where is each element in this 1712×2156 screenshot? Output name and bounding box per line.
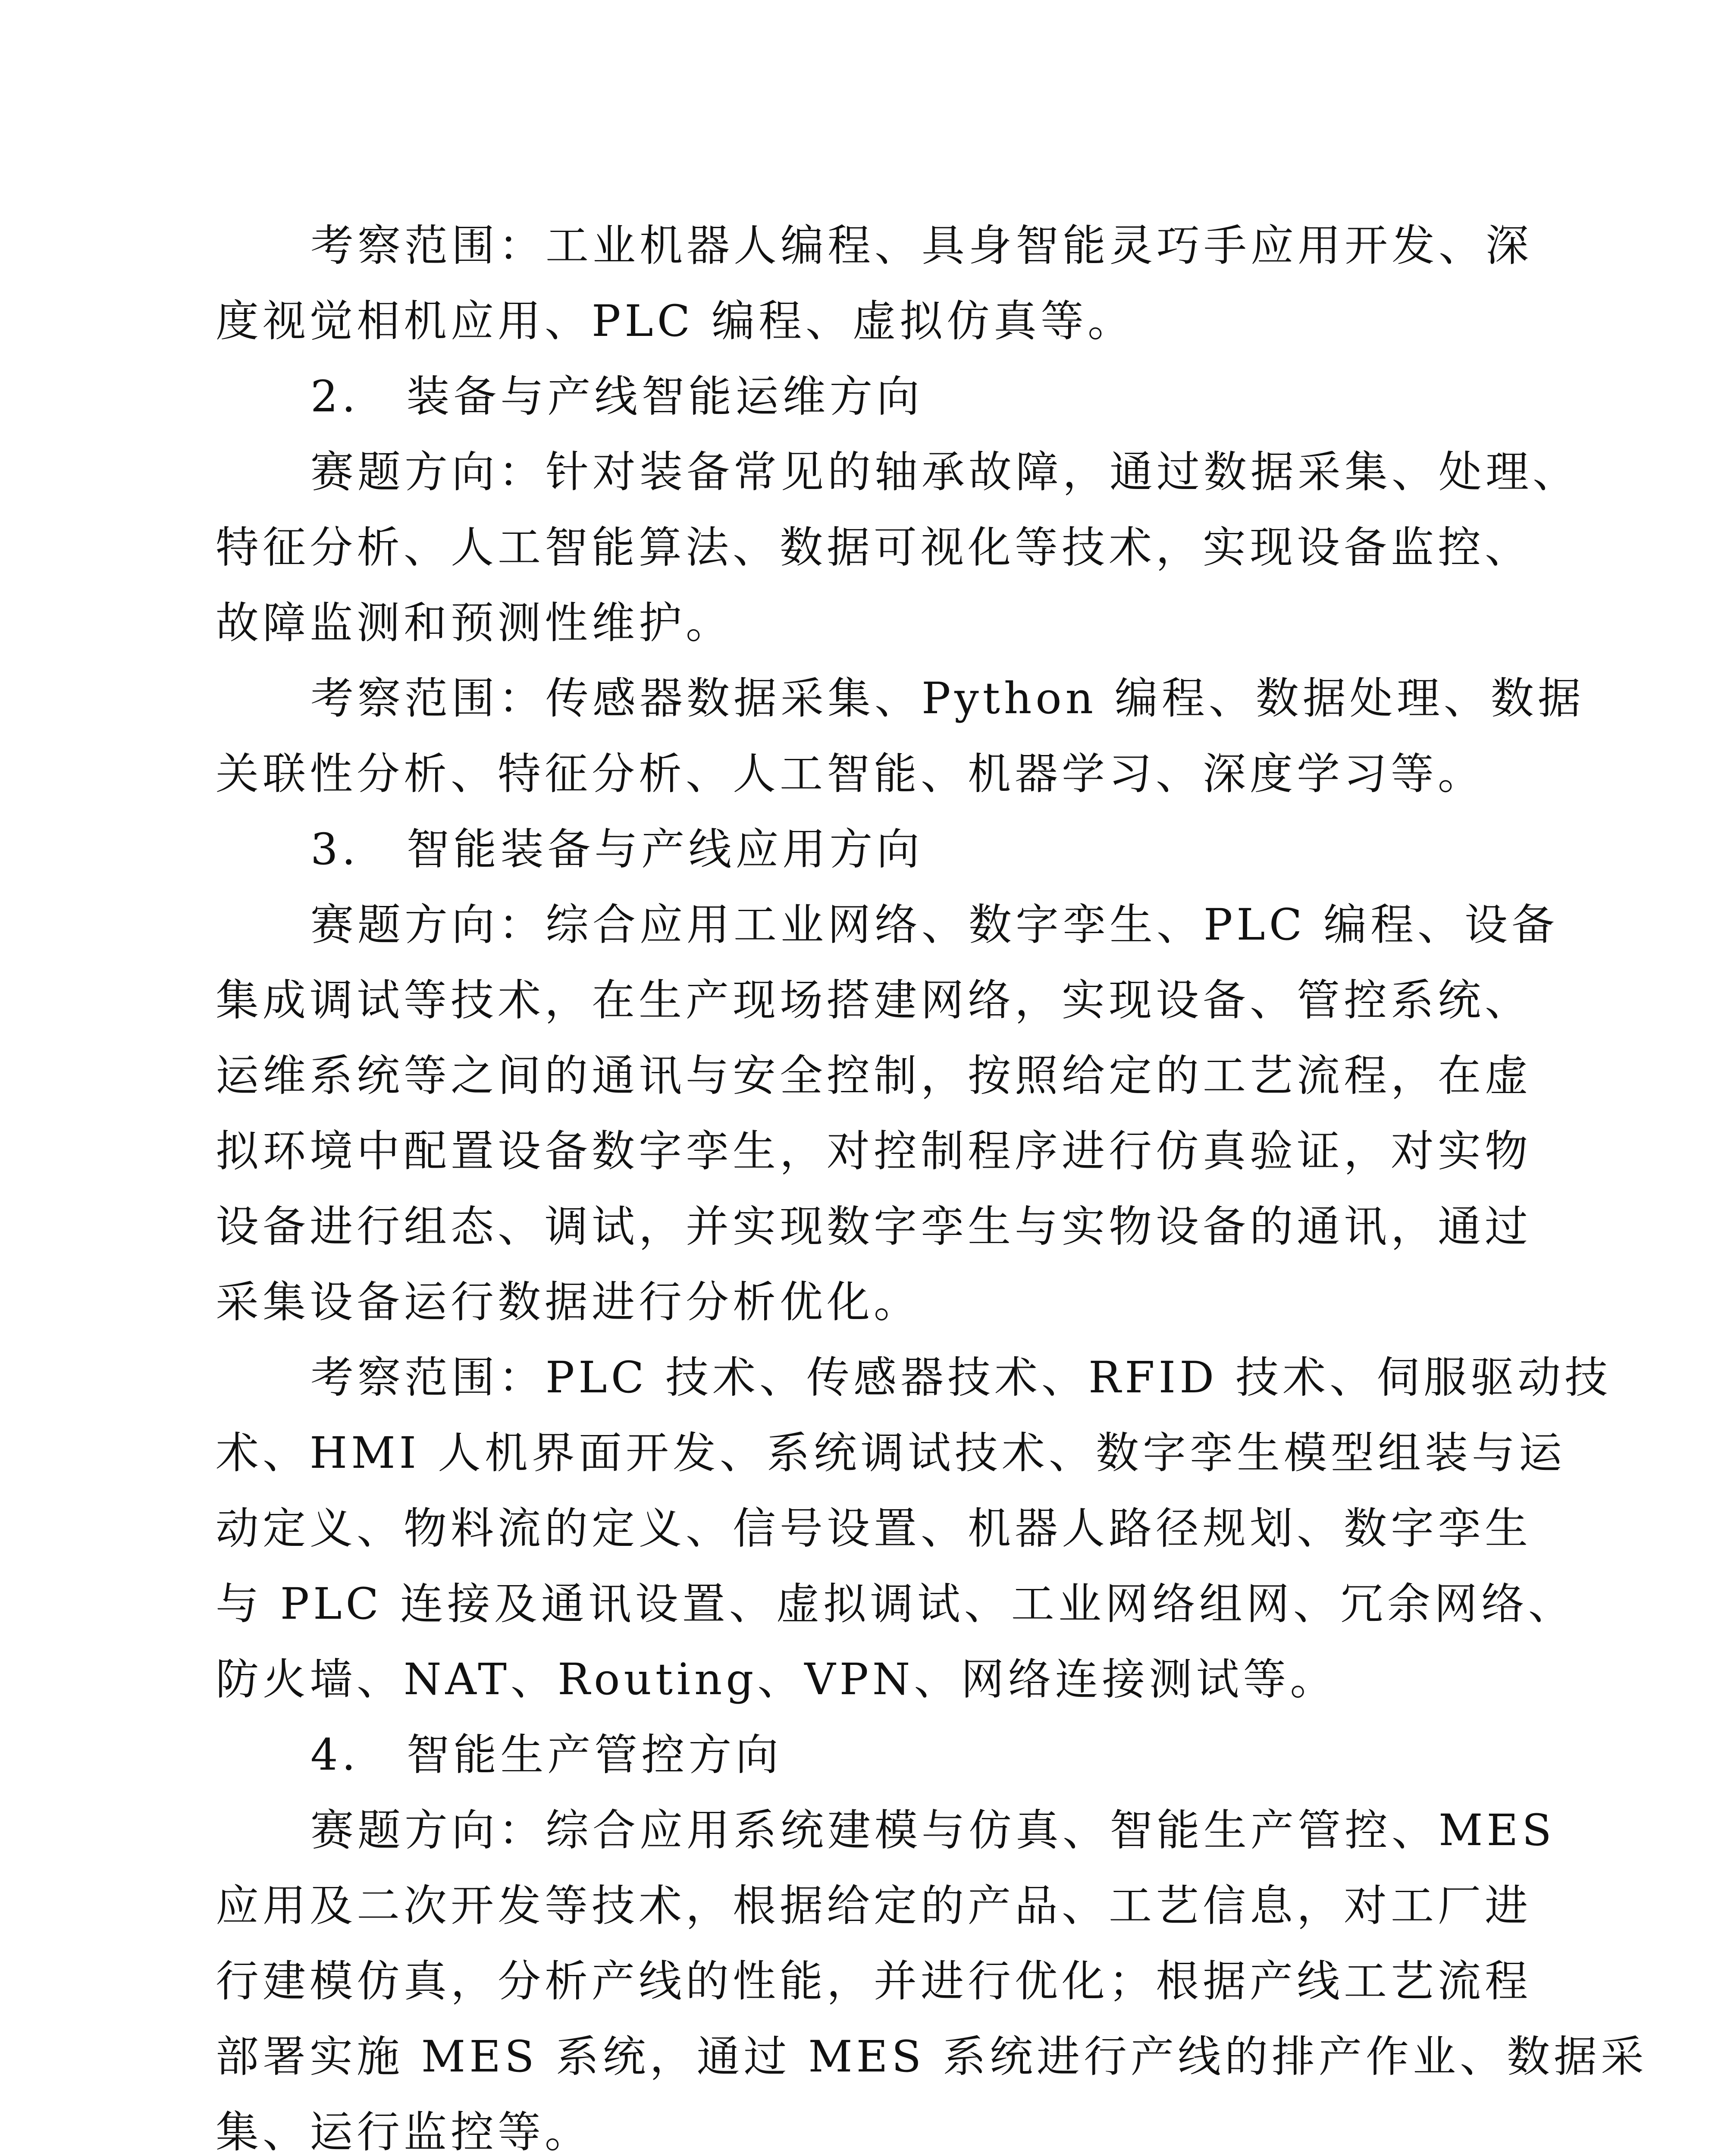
text-line: 部署实施 MES 系统，通过 MES 系统进行产线的排产作业、数据采 bbox=[216, 2031, 1648, 2082]
section-heading: 4. 智能生产管控方向 bbox=[310, 1730, 783, 1780]
text-line: 集成调试等技术，在生产现场搭建网络，实现设备、管控系统、 bbox=[216, 975, 1532, 1025]
text-line: 赛题方向：综合应用工业网络、数字孪生、PLC 编程、设备 bbox=[310, 899, 1558, 950]
text-line: 考察范围：PLC 技术、传感器技术、RFID 技术、伺服驱动技 bbox=[310, 1352, 1612, 1403]
text-line: 术、HMI 人机界面开发、系统调试技术、数字孪生模型组装与运 bbox=[216, 1428, 1566, 1478]
text-line: 赛题方向：综合应用系统建模与仿真、智能生产管控、MES bbox=[310, 1805, 1555, 1855]
section-heading: 3. 智能装备与产线应用方向 bbox=[310, 824, 924, 874]
text-line: 拟环境中配置设备数字孪生，对控制程序进行仿真验证，对实物 bbox=[216, 1126, 1532, 1176]
text-line: 关联性分析、特征分析、人工智能、机器学习、深度学习等。 bbox=[216, 749, 1485, 799]
text-line: 特征分析、人工智能算法、数据可视化等技术，实现设备监控、 bbox=[216, 522, 1532, 573]
text-line: 集、运行监控等。 bbox=[216, 2107, 592, 2156]
text-line: 运维系统等之间的通讯与安全控制，按照给定的工艺流程，在虚 bbox=[216, 1050, 1532, 1101]
text-line: 度视觉相机应用、PLC 编程、虚拟仿真等。 bbox=[216, 296, 1135, 346]
text-line: 行建模仿真，分析产线的性能，并进行优化；根据产线工艺流程 bbox=[216, 1956, 1532, 2006]
text-line: 采集设备运行数据进行分析优化。 bbox=[216, 1277, 921, 1327]
text-line: 防火墙、NAT、Routing、VPN、网络连接测试等。 bbox=[216, 1654, 1337, 1705]
text-line: 应用及二次开发等技术，根据给定的产品、工艺信息，对工厂进 bbox=[216, 1880, 1532, 1931]
text-line: 考察范围：传感器数据采集、Python 编程、数据处理、数据 bbox=[310, 673, 1585, 724]
text-line: 与 PLC 连接及通讯设置、虚拟调试、工业网络组网、冗余网络、 bbox=[216, 1579, 1575, 1629]
section-heading: 2. 装备与产线智能运维方向 bbox=[310, 371, 924, 422]
text-line: 考察范围：工业机器人编程、具身智能灵巧手应用开发、深 bbox=[310, 220, 1533, 271]
text-line: 动定义、物料流的定义、信号设置、机器人路径规划、数字孪生 bbox=[216, 1503, 1532, 1554]
text-line: 赛题方向：针对装备常见的轴承故障，通过数据采集、处理、 bbox=[310, 447, 1580, 497]
text-line: 故障监测和预测性维护。 bbox=[216, 598, 733, 648]
text-line: 设备进行组态、调试，并实现数字孪生与实物设备的通讯，通过 bbox=[216, 1201, 1532, 1252]
